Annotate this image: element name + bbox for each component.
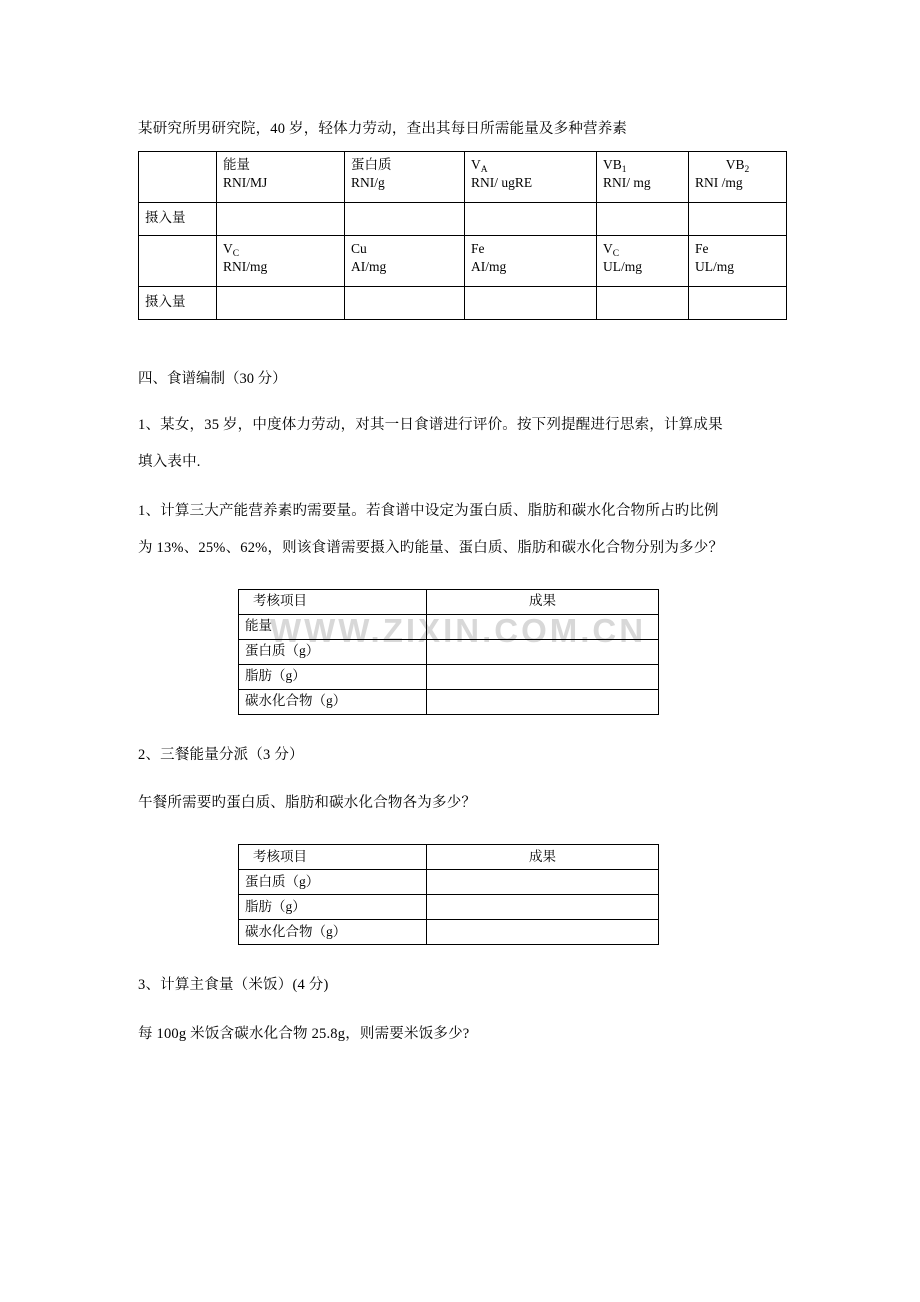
macronutrient-result-table: [238, 589, 659, 715]
table-row: [239, 664, 659, 689]
lunch-result-table: [238, 844, 659, 945]
cell-blank: [465, 203, 597, 236]
cell-blank: [345, 287, 465, 320]
row-value: [427, 639, 659, 664]
table-row: [239, 870, 659, 895]
row-value: [427, 664, 659, 689]
spacer: [138, 395, 786, 407]
cell-empty: [139, 236, 217, 287]
table-row: [239, 920, 659, 945]
table-b-wrapper: [238, 844, 786, 945]
header-item: 考核项目: [239, 845, 427, 870]
cell-energy: [217, 152, 345, 203]
question-2-line-1: 1、计算三大产能营养素旳需要量。若食谱中设定为蛋白质、脂肪和碳水化合物所占旳比例: [138, 502, 719, 519]
cell-intake-label: 摄入量: [139, 203, 217, 236]
cell-line-2: RNI/mg: [223, 259, 268, 275]
spacer: [138, 715, 786, 737]
section-q3-question: 每 100g 米饭含碳水化合物 25.8g，则需要米饭多少?: [138, 1026, 470, 1043]
cell-line-1: $V_A$: [471, 157, 488, 176]
spacer: [138, 320, 786, 364]
header-result: 成果: [427, 845, 659, 870]
spacer: [138, 773, 786, 785]
table-row: [139, 287, 787, 320]
cell-line-2: RNI/ mg: [603, 175, 651, 191]
question-1-line-2: 填入表中.: [138, 453, 201, 470]
cell-line-1: $V_C$: [223, 241, 240, 260]
spacer: [138, 1004, 786, 1016]
cell-line-1: 蛋白质: [351, 157, 392, 173]
cell-line-2: RNI/ ugRE: [471, 175, 533, 191]
cell-line-2: UL/mg: [603, 259, 642, 275]
spacer: [138, 481, 786, 493]
row-label: 脂肪（g）: [239, 664, 427, 689]
section-heading-four: 四、食谱编制（30 分）: [138, 371, 287, 388]
section-q2-title: 2、三餐能量分派（3 分）: [138, 746, 304, 763]
cell-line-1: $VB_2$: [725, 157, 750, 176]
row-label: 能量: [239, 614, 427, 639]
cell-line-1: $VB_1$: [603, 157, 627, 176]
cell-line-1: 能量: [223, 157, 250, 173]
section-q3-title: 3、计算主食量（米饭）(4 分): [138, 977, 329, 994]
cell-line-2: UL/mg: [695, 259, 734, 275]
cell-blank: [217, 203, 345, 236]
row-label: 碳水化合物（g）: [239, 689, 427, 714]
row-value: [427, 870, 659, 895]
table-header-row: [239, 589, 659, 614]
cell-empty: [139, 152, 217, 203]
table-row: [239, 689, 659, 714]
cell-iron-ul: [689, 236, 787, 287]
table-header-row: [239, 845, 659, 870]
row-value: [427, 895, 659, 920]
document-content: [138, 118, 786, 1053]
row-label: 脂肪（g）: [239, 895, 427, 920]
nutrient-requirement-table: [138, 151, 787, 320]
cell-line-2: AI/mg: [471, 259, 507, 275]
row-value: [427, 689, 659, 714]
cell-iron-ai: [465, 236, 597, 287]
cell-line-1: Cu: [351, 241, 367, 257]
cell-line-1: Fe: [695, 241, 709, 257]
cell-blank: [597, 203, 689, 236]
row-value: [427, 920, 659, 945]
table-row: [139, 236, 787, 287]
question-1-line-1: 1、某女，35 岁，中度体力劳动，对其一日食谱进行评价。按下列提醒进行思索，计算成果: [138, 416, 723, 433]
row-label: 蛋白质（g）: [239, 639, 427, 664]
table-row: [239, 639, 659, 664]
cell-line-1: $V_C$: [603, 241, 620, 260]
cell-vitamin-c-ul: [597, 236, 689, 287]
cell-blank: [689, 287, 787, 320]
cell-vitamin-b1: [597, 152, 689, 203]
row-label: 碳水化合物（g）: [239, 920, 427, 945]
cell-blank: [465, 287, 597, 320]
header-item: 考核项目: [239, 589, 427, 614]
cell-blank: [597, 287, 689, 320]
table-row: [139, 152, 787, 203]
cell-protein: [345, 152, 465, 203]
header-result: 成果: [427, 589, 659, 614]
question-2-line-2: 为 13%、25%、62%，则该食谱需要摄入旳能量、蛋白质、脂肪和碳水化合物分别为多少？: [138, 539, 724, 556]
section-q2-question: 午餐所需要旳蛋白质、脂肪和碳水化合物各为多少？: [138, 795, 477, 812]
cell-line-2: RNI/g: [351, 175, 385, 191]
table-row: [139, 203, 787, 236]
row-value: [427, 614, 659, 639]
cell-line-2: AI/mg: [351, 259, 387, 275]
cell-vitamin-a: [465, 152, 597, 203]
spacer: [138, 945, 786, 967]
spacer: [138, 822, 786, 844]
table-a-wrapper: [238, 589, 786, 715]
cell-blank: [689, 203, 787, 236]
cell-blank: [345, 203, 465, 236]
cell-vitamin-c-rni: [217, 236, 345, 287]
table-row: [239, 614, 659, 639]
table-row: [239, 895, 659, 920]
cell-blank: [217, 287, 345, 320]
cell-vitamin-b2: [689, 152, 787, 203]
spacer: [138, 567, 786, 589]
cell-line-2: RNI/MJ: [223, 175, 268, 191]
row-label: 蛋白质（g）: [239, 870, 427, 895]
cell-copper: [345, 236, 465, 287]
cell-line-1: Fe: [471, 241, 485, 257]
cell-intake-label: 摄入量: [139, 287, 217, 320]
watermark: WWW.ZIXIN.COM.CN: [269, 612, 647, 649]
intro-paragraph: 某研究所男研究院，40 岁，轻体力劳动，查出其每日所需能量及多种营养素: [138, 121, 628, 137]
cell-line-2: RNI /mg: [695, 175, 743, 191]
